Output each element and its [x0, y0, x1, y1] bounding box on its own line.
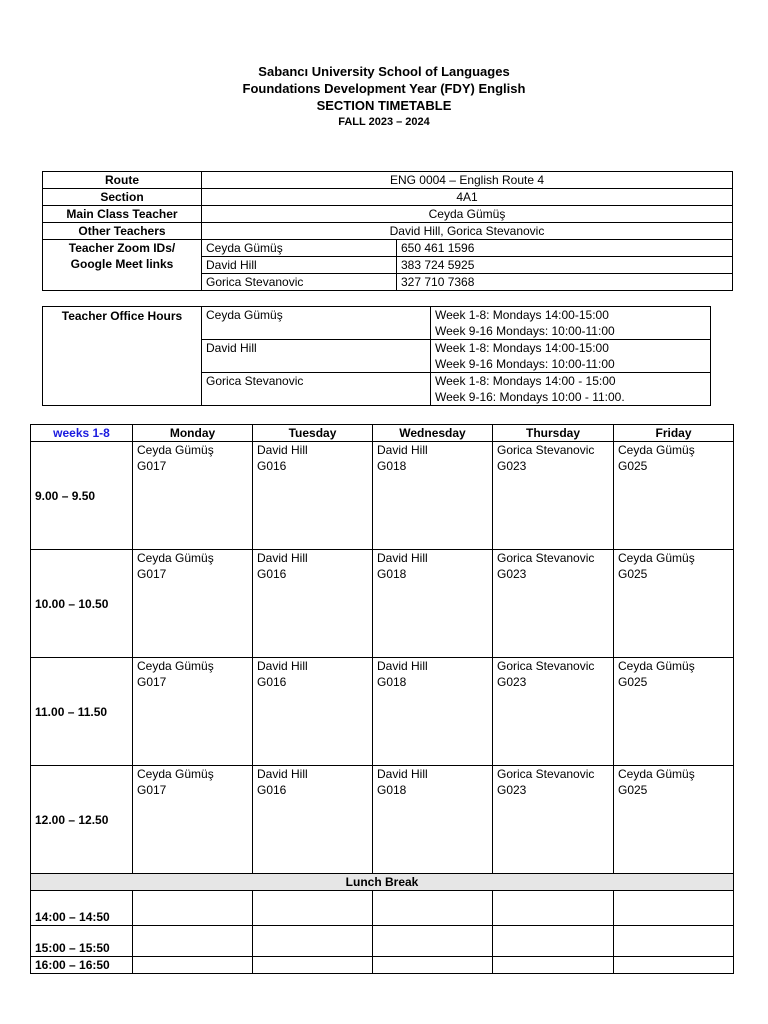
- empty-cell: [614, 891, 734, 926]
- document-title: SECTION TIMETABLE: [316, 98, 452, 113]
- class-teacher: Ceyda Gümüş: [618, 551, 695, 565]
- class-teacher: David Hill: [257, 443, 308, 457]
- class-room: G023: [497, 459, 527, 473]
- office-hours-times: [431, 307, 711, 340]
- zoom-teacher-name: Gorica Stevanovic: [202, 274, 397, 291]
- class-cell: [493, 442, 614, 550]
- day-header: Monday: [133, 425, 253, 442]
- office-hours-line: Week 1-8: Mondays 14:00-15:00: [435, 308, 609, 322]
- day-header: Wednesday: [373, 425, 493, 442]
- empty-cell: [253, 957, 373, 974]
- class-room: G023: [497, 567, 527, 581]
- afternoon-time-label: 15:00 – 15:50: [31, 926, 133, 957]
- class-teacher: Gorica Stevanovic: [497, 767, 595, 781]
- class-teacher: Ceyda Gümüş: [137, 767, 214, 781]
- class-teacher: Gorica Stevanovic: [497, 443, 595, 457]
- class-cell: [253, 766, 373, 874]
- class-teacher: Ceyda Gümüş: [137, 443, 214, 457]
- class-teacher: Gorica Stevanovic: [497, 659, 595, 673]
- class-cell: [373, 658, 493, 766]
- class-teacher: David Hill: [257, 551, 308, 565]
- class-room: G025: [618, 675, 648, 689]
- office-hours-times: [431, 340, 711, 373]
- class-teacher: Ceyda Gümüş: [618, 443, 695, 457]
- office-teacher-name: Ceyda Gümüş: [202, 307, 431, 340]
- empty-cell: [493, 957, 614, 974]
- main-teacher-value: Ceyda Gümüş: [202, 206, 733, 223]
- day-header: Thursday: [493, 425, 614, 442]
- class-room: G017: [137, 675, 167, 689]
- document-header: [0, 63, 768, 130]
- main-teacher-row: [43, 206, 733, 223]
- class-cell: [253, 442, 373, 550]
- zoom-teacher-id: 650 461 1596: [397, 240, 733, 257]
- other-teachers-row: [43, 223, 733, 240]
- route-label: Route: [43, 172, 202, 189]
- class-cell: [133, 442, 253, 550]
- office-hours-line: Week 9-16 Mondays: 10:00-11:00: [435, 357, 615, 371]
- empty-cell: [253, 926, 373, 957]
- afternoon-time-label: 14:00 – 14:50: [31, 891, 133, 926]
- time-slot-row: [31, 766, 734, 874]
- office-teacher-name: Gorica Stevanovic: [202, 373, 431, 406]
- class-room: G016: [257, 783, 287, 797]
- class-room: G016: [257, 675, 287, 689]
- zoom-label: [43, 240, 202, 291]
- class-room: G016: [257, 459, 287, 473]
- class-room: G023: [497, 783, 527, 797]
- other-teachers-label: Other Teachers: [43, 223, 202, 240]
- class-room: G025: [618, 783, 648, 797]
- class-teacher: Ceyda Gümüş: [618, 767, 695, 781]
- class-room: G018: [377, 567, 407, 581]
- class-cell: [614, 658, 734, 766]
- class-cell: [493, 550, 614, 658]
- class-cell: [614, 766, 734, 874]
- class-room: G025: [618, 459, 648, 473]
- class-cell: [614, 550, 734, 658]
- class-cell: [614, 442, 734, 550]
- class-cell: [253, 550, 373, 658]
- time-slot-row: [31, 442, 734, 550]
- zoom-label-line2: Google Meet links: [70, 257, 174, 271]
- section-value: 4A1: [202, 189, 733, 206]
- afternoon-row: [31, 957, 734, 974]
- section-label: Section: [43, 189, 202, 206]
- office-hours-line: Week 9-16: Mondays 10:00 - 11:00.: [435, 390, 625, 404]
- zoom-teacher-id: 327 710 7368: [397, 274, 733, 291]
- section-row: [43, 189, 733, 206]
- class-cell: [373, 550, 493, 658]
- office-hours-line: Week 1-8: Mondays 14:00 - 15:00: [435, 374, 616, 388]
- afternoon-row: [31, 891, 734, 926]
- class-teacher: David Hill: [377, 551, 428, 565]
- route-row: [43, 172, 733, 189]
- class-cell: [133, 658, 253, 766]
- zoom-teacher-id: 383 724 5925: [397, 257, 733, 274]
- institution-title: Sabancı University School of Languages: [258, 64, 510, 79]
- class-room: G023: [497, 675, 527, 689]
- route-value: ENG 0004 – English Route 4: [202, 172, 733, 189]
- lunch-break-label: Lunch Break: [31, 874, 734, 891]
- empty-cell: [133, 957, 253, 974]
- class-cell: [253, 658, 373, 766]
- office-hours-table: [42, 306, 711, 406]
- zoom-row: [43, 240, 733, 257]
- other-teachers-value: David Hill, Gorica Stevanovic: [202, 223, 733, 240]
- class-cell: [493, 658, 614, 766]
- empty-cell: [133, 891, 253, 926]
- office-hours-line: Week 9-16 Mondays: 10:00-11:00: [435, 324, 615, 338]
- class-room: G018: [377, 675, 407, 689]
- term-label: FALL 2023 – 2024: [338, 116, 430, 128]
- lunch-break-row: [31, 874, 734, 891]
- afternoon-row: [31, 926, 734, 957]
- timetable-header-row: [31, 425, 734, 442]
- empty-cell: [373, 926, 493, 957]
- class-room: G025: [618, 567, 648, 581]
- office-hours-row: [43, 307, 711, 340]
- afternoon-time-label: 16:00 – 16:50: [31, 957, 133, 974]
- class-cell: [133, 766, 253, 874]
- time-slot-label: 12.00 – 12.50: [31, 766, 133, 874]
- zoom-teacher-name: David Hill: [202, 257, 397, 274]
- class-teacher: Ceyda Gümüş: [137, 551, 214, 565]
- time-slot-label: 9.00 – 9.50: [31, 442, 133, 550]
- empty-cell: [493, 891, 614, 926]
- class-cell: [373, 766, 493, 874]
- zoom-teacher-name: Ceyda Gümüş: [202, 240, 397, 257]
- class-cell: [373, 442, 493, 550]
- empty-cell: [493, 926, 614, 957]
- time-slot-row: [31, 658, 734, 766]
- class-cell: [133, 550, 253, 658]
- office-hours-label: Teacher Office Hours: [43, 307, 202, 406]
- class-room: G018: [377, 459, 407, 473]
- zoom-label-line1: Teacher Zoom IDs/: [68, 241, 176, 255]
- time-slot-row: [31, 550, 734, 658]
- class-teacher: David Hill: [257, 767, 308, 781]
- class-room: G017: [137, 459, 167, 473]
- section-info-table: [42, 171, 733, 291]
- empty-cell: [614, 957, 734, 974]
- class-room: G016: [257, 567, 287, 581]
- weeks-label: weeks 1-8: [31, 425, 133, 442]
- office-hours-line: Week 1-8: Mondays 14:00-15:00: [435, 341, 609, 355]
- office-teacher-name: David Hill: [202, 340, 431, 373]
- empty-cell: [133, 926, 253, 957]
- office-hours-times: [431, 373, 711, 406]
- day-header: Friday: [614, 425, 734, 442]
- class-room: G018: [377, 783, 407, 797]
- main-teacher-label: Main Class Teacher: [43, 206, 202, 223]
- empty-cell: [253, 891, 373, 926]
- class-teacher: David Hill: [257, 659, 308, 673]
- time-slot-label: 11.00 – 11.50: [31, 658, 133, 766]
- empty-cell: [373, 957, 493, 974]
- empty-cell: [614, 926, 734, 957]
- time-slot-label: 10.00 – 10.50: [31, 550, 133, 658]
- class-teacher: Ceyda Gümüş: [137, 659, 214, 673]
- class-room: G017: [137, 783, 167, 797]
- class-teacher: David Hill: [377, 443, 428, 457]
- class-cell: [493, 766, 614, 874]
- weekly-timetable: [30, 424, 734, 974]
- day-header: Tuesday: [253, 425, 373, 442]
- empty-cell: [373, 891, 493, 926]
- program-title: Foundations Development Year (FDY) English: [242, 81, 526, 96]
- class-teacher: Gorica Stevanovic: [497, 551, 595, 565]
- class-room: G017: [137, 567, 167, 581]
- class-teacher: Ceyda Gümüş: [618, 659, 695, 673]
- class-teacher: David Hill: [377, 767, 428, 781]
- class-teacher: David Hill: [377, 659, 428, 673]
